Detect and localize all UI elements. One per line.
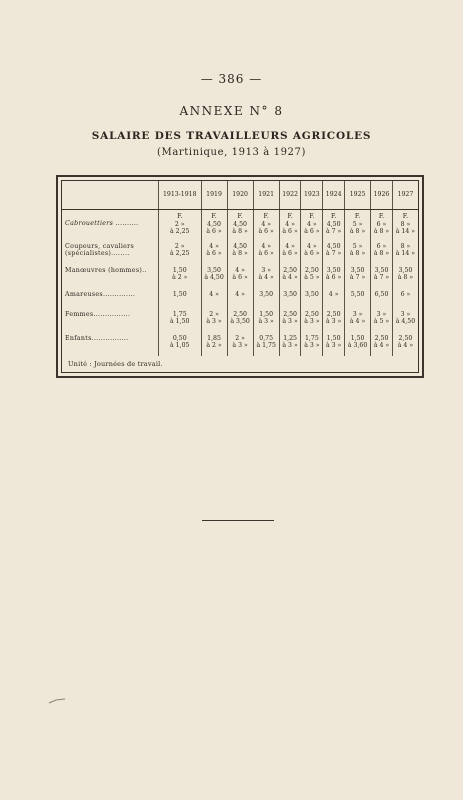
wage-cell-line: 3 » (352, 310, 363, 318)
wage-cell (253, 210, 279, 240)
wage-cell (279, 240, 301, 264)
wage-cell-line: 3,50 (259, 290, 274, 298)
wage-table-inner-border (61, 180, 419, 373)
wage-cell (392, 288, 418, 308)
wage-cell-line: à 4 » (373, 342, 390, 349)
wage-cell (392, 332, 418, 356)
wage-cell (227, 332, 253, 356)
wage-cell-line: à 8 » (373, 250, 390, 257)
wage-cell-line: 4 » (285, 242, 295, 250)
wage-cell-line: 1,50 (172, 290, 187, 298)
wage-cell-line: 2,50 (283, 266, 297, 274)
wage-cell-line: à 6 » (304, 228, 320, 235)
wage-cell-line: à 4 » (349, 318, 366, 325)
row-category-cell (62, 308, 159, 332)
wage-cell-line: F. (331, 213, 337, 220)
wage-cell-line: F. (237, 213, 243, 220)
wage-cell (201, 308, 227, 332)
wage-cell (345, 308, 371, 332)
wage-cell-line: à 5 » (373, 318, 390, 325)
wage-cell-line: 8 » (400, 242, 411, 250)
wage-cell-line: à 6 » (232, 274, 248, 281)
wage-cell-line: à 3 » (206, 318, 222, 325)
table-title: SALAIRE DES TRAVAILLEURS AGRICOLES (91, 130, 372, 142)
wage-cell (371, 308, 393, 332)
wage-cell-line: 4 » (307, 220, 317, 228)
wage-cell (279, 210, 301, 240)
wage-cell-line: F. (354, 213, 361, 220)
wage-cell-line: 2,50 (326, 310, 341, 318)
wage-cell (323, 210, 345, 240)
row-category-label: Femmes................ (65, 310, 131, 318)
wage-cell-line: 4 » (235, 266, 245, 274)
column-header: 1913-1918 (159, 181, 202, 210)
wage-cell-line: à 7 » (349, 274, 366, 281)
wage-cell-line: 5 » (352, 220, 363, 228)
wage-cell-line: 4 » (285, 220, 295, 228)
wage-cell-line: 1,50 (326, 334, 341, 342)
wage-cell (392, 264, 418, 288)
wage-cell-line: à 8 » (397, 274, 414, 281)
wage-cell-line: F. (378, 213, 385, 220)
wage-cell-line: 4 » (209, 290, 219, 298)
row-category-cell (62, 264, 159, 288)
wage-cell (279, 288, 301, 308)
wage-cell-line: 1,85 (207, 334, 221, 342)
row-category-label: Manœuvres (hommes).. (65, 266, 147, 274)
wage-cell (279, 264, 301, 288)
wage-table (62, 181, 418, 356)
wage-cell-line: 6 » (376, 220, 387, 228)
wage-cell-line: 4,50 (326, 242, 341, 250)
wage-cell-line: à 3 » (325, 318, 342, 325)
wage-cell (253, 308, 279, 332)
wage-cell-line: à 3,50 (230, 318, 250, 325)
wage-cell-line: à 4 » (282, 274, 298, 281)
wage-cell (253, 288, 279, 308)
row-category-label: Enfants................ (65, 334, 129, 342)
column-header: 1925 (345, 181, 371, 210)
wage-cell-line: à 3 » (258, 318, 274, 325)
wage-cell-line: à 6 » (282, 228, 298, 235)
wage-cell-line: à 14 » (395, 228, 416, 235)
annex-title: ANNEXE N° 8 (179, 104, 284, 118)
row-category-label: Coupeurs, cavaliers (65, 242, 135, 250)
wage-cell-line: à 3 » (304, 318, 320, 325)
wage-cell (345, 264, 371, 288)
wage-cell-line: F. (177, 213, 183, 220)
wage-cell-line: 3 » (261, 266, 272, 274)
wage-cell-line: à 2,25 (170, 228, 190, 235)
wage-cell-line: 2,50 (398, 334, 413, 342)
wage-cell-line: à 3 » (232, 342, 248, 349)
wage-cell (227, 210, 253, 240)
wage-cell-line: à 6 » (258, 250, 274, 257)
wage-cell (227, 308, 253, 332)
wage-cell-line: 2,50 (374, 334, 389, 342)
wage-cell-line: 2,50 (283, 310, 297, 318)
wage-cell-line: F. (263, 213, 269, 220)
column-header: 1921 (253, 181, 279, 210)
wage-cell-line: 0,75 (259, 334, 274, 342)
wage-cell (392, 210, 418, 240)
wage-cell-line: 4,50 (207, 220, 221, 228)
wage-cell-line: à 2 » (172, 274, 188, 281)
wage-cell-line: 1,50 (259, 310, 274, 318)
column-header: 1927 (392, 181, 418, 210)
wage-cell (371, 332, 393, 356)
wage-cell (323, 288, 345, 308)
wage-cell-line: 1,75 (172, 310, 187, 318)
wage-cell-line: à 14 » (395, 250, 416, 257)
column-header: 1924 (323, 181, 345, 210)
table-row (62, 288, 418, 308)
table-row (62, 332, 418, 356)
column-header: 1919 (201, 181, 227, 210)
wage-cell (371, 288, 393, 308)
wage-cell-line: 0,50 (172, 334, 187, 342)
wage-cell-line: 8 » (400, 220, 411, 228)
row-category-cell (62, 240, 159, 264)
wage-cell (159, 264, 202, 288)
wage-cell-line: 1,75 (304, 334, 319, 342)
wage-cell-line: à 6 » (282, 250, 298, 257)
wage-cell (227, 240, 253, 264)
wage-cell-line: à 7 » (325, 228, 342, 235)
wage-cell-line: 3,50 (283, 290, 297, 298)
wage-table-body (62, 210, 418, 356)
wage-cell-line: F. (287, 213, 293, 220)
wage-cell-line: à 8 » (349, 228, 366, 235)
wage-cell-line: 4,50 (233, 242, 247, 250)
wage-cell (345, 210, 371, 240)
wage-cell-line: 5 » (352, 242, 363, 250)
wage-cell (159, 332, 202, 356)
wage-cell (323, 264, 345, 288)
column-header: 1926 (371, 181, 393, 210)
wage-cell-line: à 4,50 (395, 318, 416, 325)
wage-cell (301, 264, 323, 288)
wage-cell (345, 288, 371, 308)
wage-cell-line: 2,50 (304, 266, 319, 274)
header-category-cell (62, 181, 159, 210)
wage-cell-line: F. (309, 213, 315, 220)
wage-cell (301, 308, 323, 332)
wage-cell-line: F. (211, 213, 217, 220)
wage-cell (253, 332, 279, 356)
wage-cell-line: 3,50 (398, 266, 413, 274)
wage-cell-line: à 4,50 (204, 274, 224, 281)
wage-cell (279, 332, 301, 356)
wage-cell (201, 332, 227, 356)
wage-cell-line: 6 » (376, 242, 387, 250)
wage-cell (253, 240, 279, 264)
wage-cell (227, 264, 253, 288)
wage-cell-line: à 3 » (282, 318, 298, 325)
wage-cell-line: 3,50 (207, 266, 221, 274)
row-category-cell (62, 288, 159, 308)
wage-cell-line: 1,50 (350, 334, 365, 342)
wage-cell-line: à 8 » (232, 228, 248, 235)
column-header: 1923 (301, 181, 323, 210)
wage-cell-line: 6 » (400, 290, 411, 298)
wage-cell-line: 3,50 (374, 266, 389, 274)
wage-cell (201, 210, 227, 240)
table-row (62, 210, 418, 240)
wage-cell (371, 264, 393, 288)
wage-cell-line: à 3,60 (347, 342, 368, 349)
wage-cell-line: à 3 » (325, 342, 342, 349)
wage-cell-line: à 4 » (397, 342, 414, 349)
wage-cell (253, 264, 279, 288)
wage-cell-line: 3,50 (326, 266, 341, 274)
wage-cell-line: à 2,25 (170, 250, 190, 257)
wage-cell-line: 4 » (209, 242, 219, 250)
wage-cell (301, 240, 323, 264)
wage-cell-line: à 6 » (206, 250, 222, 257)
wage-cell (279, 308, 301, 332)
wage-cell-line: à 8 » (232, 250, 248, 257)
wage-cell-line: à 1,05 (170, 342, 190, 349)
wage-cell-line: F. (402, 213, 409, 220)
wage-cell-line: 2,50 (233, 310, 247, 318)
wage-cell-line: 4 » (261, 220, 272, 228)
wage-cell (201, 240, 227, 264)
wage-cell-line: 2 » (235, 334, 245, 342)
wage-cell-line: à 4 » (258, 274, 274, 281)
wage-cell (392, 240, 418, 264)
wage-cell (323, 308, 345, 332)
wage-cell (201, 288, 227, 308)
end-rule (202, 520, 274, 521)
wage-cell-line: 4 » (261, 242, 272, 250)
column-header: 1920 (227, 181, 253, 210)
wage-cell-line: 2 » (174, 220, 185, 228)
wage-cell-line: à 3 » (282, 342, 298, 349)
wage-cell-line: 2 » (174, 242, 185, 250)
table-row (62, 240, 418, 264)
wage-cell (371, 210, 393, 240)
wage-cell-line: à 5 » (304, 274, 320, 281)
wage-cell (301, 288, 323, 308)
wage-cell-line: à 6 » (206, 228, 222, 235)
wage-cell-line: à 2 » (206, 342, 222, 349)
wage-cell-line: à 8 » (373, 228, 390, 235)
wage-cell-line: à 7 » (325, 250, 342, 257)
wage-table-frame (56, 175, 424, 378)
wage-cell-line: à 6 » (258, 228, 274, 235)
wage-cell (159, 288, 202, 308)
wage-cell (159, 308, 202, 332)
table-subtitle: (Martinique, 1913 à 1927) (157, 147, 306, 158)
wage-cell-line: 2 » (209, 310, 219, 318)
row-category-label-continued: (spécialistes)........ (65, 250, 130, 257)
wage-cell (159, 210, 202, 240)
row-category-label: Cabrouettiers .......... (65, 220, 139, 227)
wage-cell (392, 308, 418, 332)
unit-note: Unité : Journées de travail. (68, 360, 163, 368)
wage-cell-line: à 1,75 (256, 342, 276, 349)
wage-cell-line: à 3 » (304, 342, 320, 349)
wage-cell (227, 288, 253, 308)
wage-cell (301, 332, 323, 356)
wage-cell-line: 5,50 (350, 290, 365, 298)
wage-cell (345, 240, 371, 264)
wage-cell (159, 240, 202, 264)
wage-cell (345, 332, 371, 356)
wage-cell-line: 4 » (307, 242, 317, 250)
row-category-cell (62, 332, 159, 356)
column-header: 1922 (279, 181, 301, 210)
row-category-label: Amareuses.............. (65, 290, 136, 298)
wage-cell-line: 3 » (400, 310, 411, 318)
wage-cell-line: 6,50 (374, 290, 389, 298)
wage-cell-line: 3,50 (304, 290, 319, 298)
wage-cell (323, 240, 345, 264)
wage-cell-line: à 1,50 (170, 318, 190, 325)
wage-cell-line: à 8 » (349, 250, 366, 257)
row-category-cell (62, 210, 159, 240)
wage-cell-line: 1,25 (283, 334, 297, 342)
wage-cell-line: à 6 » (304, 250, 320, 257)
wage-cell-line: 3 » (376, 310, 387, 318)
wage-cell-line: 4 » (235, 290, 245, 298)
wage-cell-line: 4,50 (233, 220, 247, 228)
wage-cell (301, 210, 323, 240)
wage-cell-line: 4 » (328, 290, 339, 298)
table-row (62, 264, 418, 288)
wage-cell-line: 4,50 (326, 220, 341, 228)
wage-cell-line: à 6 » (325, 274, 342, 281)
wage-cell-line: 1,50 (172, 266, 187, 274)
wage-cell-line: 3,50 (350, 266, 365, 274)
table-row (62, 308, 418, 332)
wage-cell (201, 264, 227, 288)
wage-table-header-row (62, 181, 418, 210)
page-number: — 386 — (200, 72, 263, 86)
wage-cell-line: à 7 » (373, 274, 390, 281)
wage-cell (323, 332, 345, 356)
wage-cell (371, 240, 393, 264)
pencil-mark (48, 698, 66, 704)
wage-cell-line: 2,50 (304, 310, 319, 318)
